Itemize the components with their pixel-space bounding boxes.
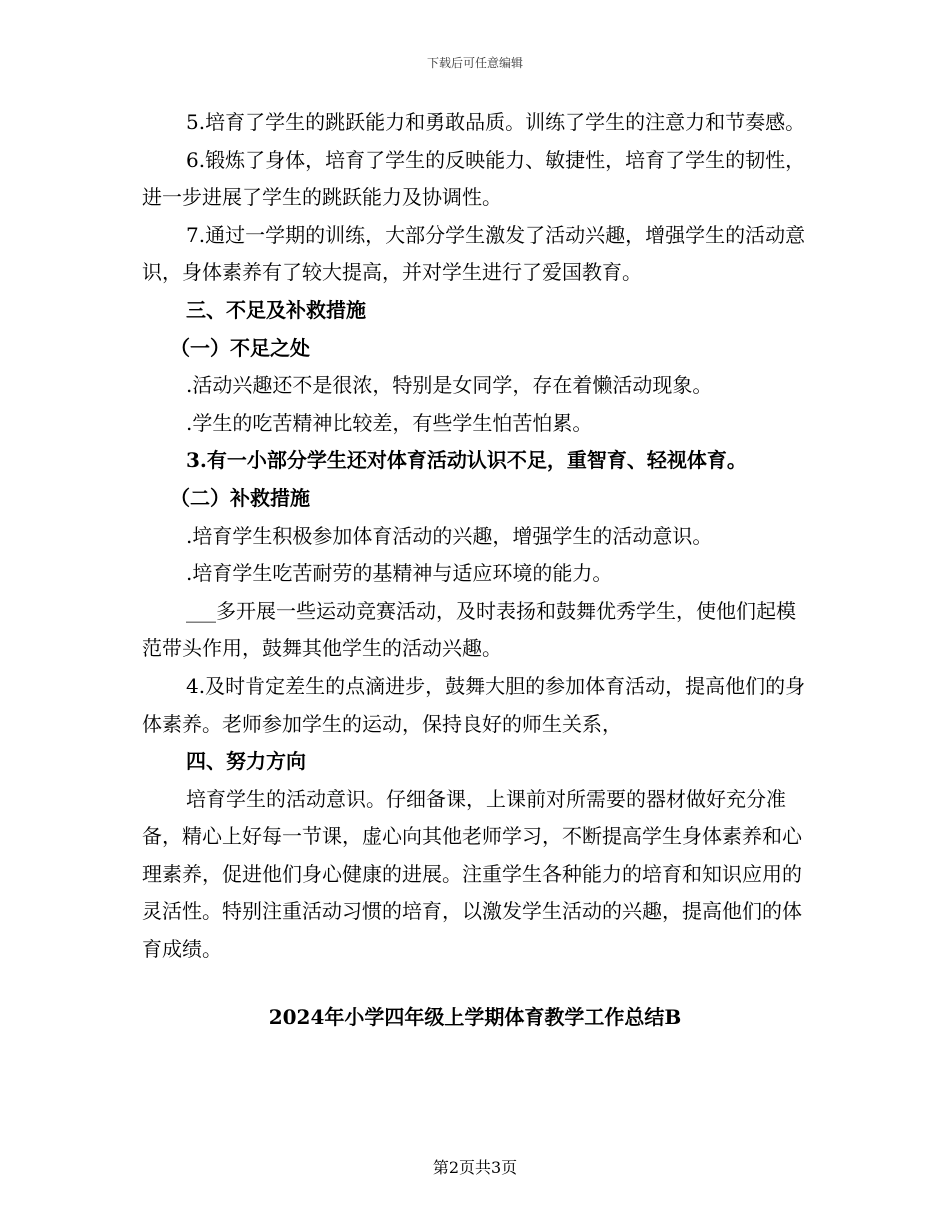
remedy-item-3: ___多开展一些运动竞赛活动，及时表扬和鼓舞优秀学生，使他们起模范带头作用，鼓舞其他学生的活动兴趣。 (142, 598, 796, 661)
document-body (142, 104, 810, 969)
remedy-item-4: 4.及时肯定差生的点滴进步，鼓舞大胆的参加体育活动，提高他们的身体素养。老师参加学生的运动，保持良好的师生关系， (142, 673, 806, 736)
section-4-text: 培育学生的活动意识。仔细备课，上课前对所需要的器材做好充分准备，精心上好每一节课，虚心向其他老师学习，不断提高学生身体素养和心理素养，促进他们身心健康的进展。注重学生各种能力的培育和知识应用的灵活性。特别注重活动习惯的培育，以激发学生活动的兴趣，提高他们的体育成绩。 (142, 786, 802, 962)
section-3-heading: 三、不足及补救措施 (186, 297, 366, 322)
paragraph-6: 6.锻炼了身体，培育了学生的反映能力、敏捷性，培育了学生的韧性，进一步进展了学生的跳跃能力及协调性。 (142, 147, 806, 210)
section-4-heading: 四、努力方向 (186, 749, 306, 774)
shortcoming-item-3: 3.有一小部分学生还对体育活动认识不足，重智育、轻视体育。 (186, 448, 747, 473)
paragraph-7: 7.通过一学期的训练，大部分学生激发了活动兴趣，增强学生的活动意识，身体素养有了较大提高，并对学生进行了爱国教育。 (142, 222, 806, 285)
page-footer: 第2页共3页 (432, 1158, 518, 1177)
shortcoming-item-1: .活动兴趣还不是很浓，特别是女同学，存在着懒活动现象。 (186, 373, 713, 398)
section-3-sub2-heading: （二）补救措施 (170, 485, 310, 510)
remedy-item-2: .培育学生吃苦耐劳的基精神与适应环境的能力。 (186, 561, 613, 586)
remedy-item-1: .培育学生积极参加体育活动的兴趣，增强学生的活动意识。 (186, 523, 713, 548)
section-3-sub1-heading: （一）不足之处 (170, 335, 310, 360)
paragraph-5: 5.培育了学生的跳跃能力和勇敢品质。训练了学生的注意力和节奏感。 (186, 110, 806, 134)
header-note: 下载后可任意编辑 (426, 56, 523, 70)
shortcoming-item-2: .学生的吃苦精神比较差，有些学生怕苦怕累。 (186, 410, 593, 435)
next-document-title: 2024年小学四年级上学期体育教学工作总结B (268, 1005, 682, 1029)
